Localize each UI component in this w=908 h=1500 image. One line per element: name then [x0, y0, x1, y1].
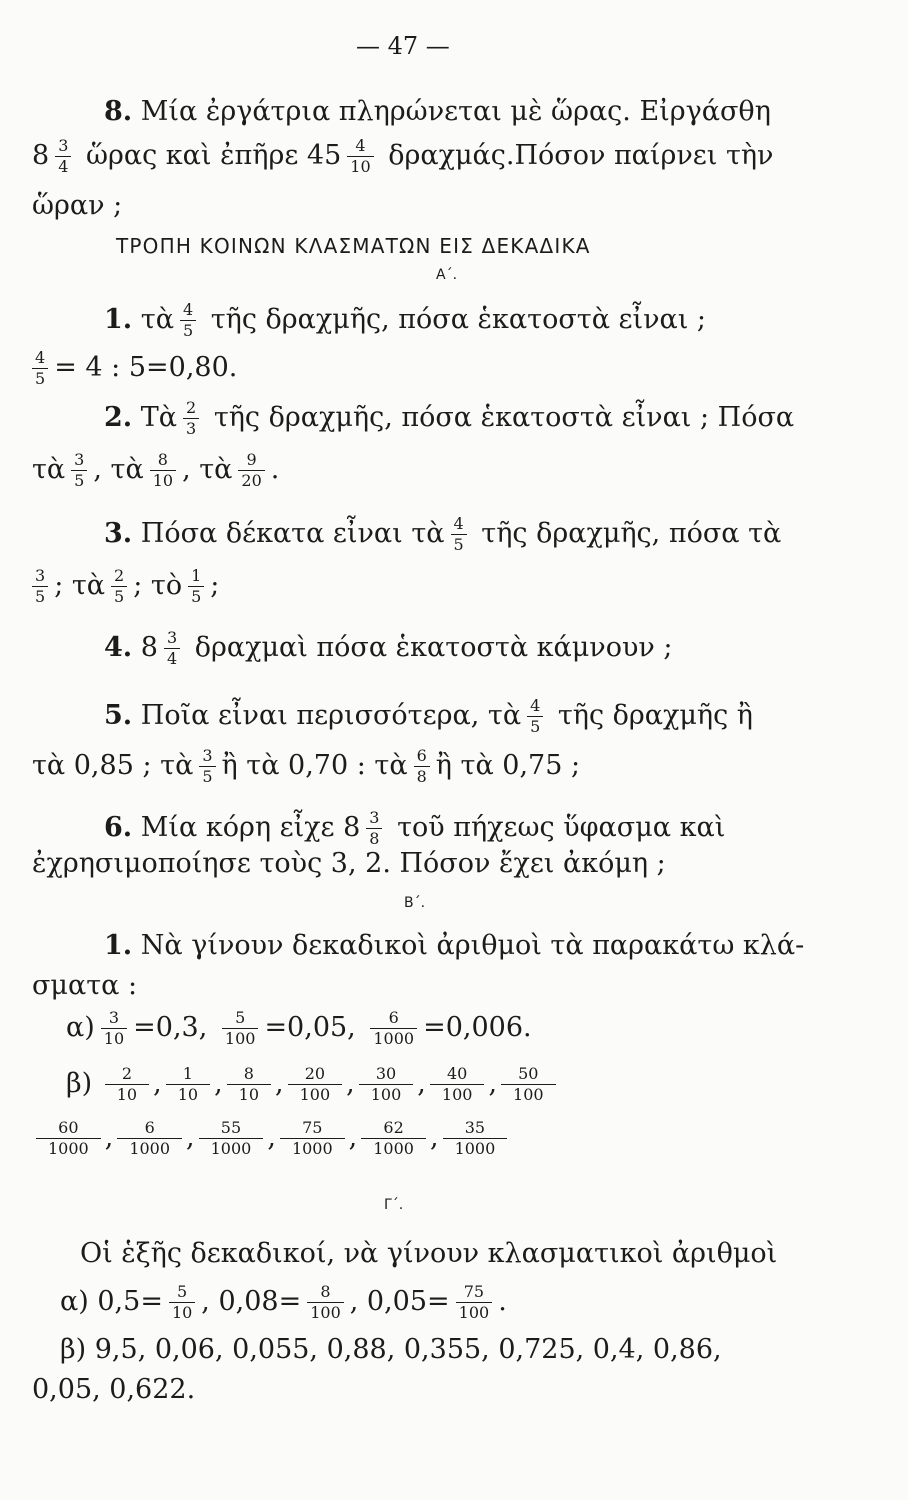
exercise-a2-line-2	[32, 452, 279, 489]
exercise-a4	[104, 630, 672, 667]
exercise-b-alpha	[66, 1010, 532, 1047]
text: τοῦ πήχεως ὕφασμα καὶ	[397, 812, 726, 843]
comma: ,	[275, 1068, 284, 1099]
text: Τὰ	[140, 402, 178, 433]
fraction	[166, 1066, 210, 1103]
exercise-a3-line-2	[32, 568, 219, 605]
fraction	[55, 138, 71, 175]
numerator: 30	[375, 1064, 397, 1083]
exercise-a2	[104, 400, 794, 437]
text: Πόσα δέκατα εἶναι τὰ	[140, 518, 445, 549]
denominator: 1000	[454, 1139, 496, 1158]
item-label: α)	[66, 1012, 95, 1043]
text: δραχμαὶ πόσα ἑκατοστὰ κάμνουν ;	[194, 632, 673, 663]
text: τῆς δραχμῆς, πόσα ἑκατοστὰ εἶναι ; Πόσα	[213, 402, 795, 433]
text: τῆς δραχμῆς ἢ	[557, 700, 753, 731]
fraction	[347, 138, 373, 175]
text: .	[498, 1286, 507, 1317]
numerator: 62	[383, 1118, 404, 1137]
denominator: 5	[35, 587, 46, 606]
numerator: 2	[114, 566, 125, 585]
numerator: 55	[220, 1118, 242, 1137]
text: Ποῖα εἶναι περισσότερα, τὰ	[140, 700, 522, 731]
exercise-number: 5.	[104, 700, 133, 731]
exercise-a1-solution	[32, 350, 237, 387]
fraction-list	[32, 1118, 511, 1158]
denominator: 1000	[373, 1139, 414, 1158]
fraction	[105, 1066, 149, 1103]
numerator: 3	[166, 628, 178, 647]
numerator: 60	[58, 1118, 79, 1137]
fraction	[370, 1010, 417, 1047]
denominator: 100	[224, 1029, 256, 1048]
denominator: 100	[458, 1303, 490, 1322]
numerator: 40	[446, 1064, 468, 1083]
fraction	[111, 568, 127, 605]
denominator: 100	[370, 1085, 402, 1104]
denominator: 4	[166, 649, 178, 668]
fraction	[169, 1284, 195, 1321]
denominator: 100	[310, 1303, 341, 1322]
text: 0,5=	[97, 1286, 163, 1317]
fraction	[222, 1010, 259, 1047]
exercise-a5-line-2	[32, 748, 580, 785]
problem-8-line-1	[104, 98, 771, 125]
denominator: 4	[58, 157, 69, 176]
numerator: 4	[530, 696, 541, 715]
denominator: 10	[177, 1085, 199, 1104]
text: , 0,05=	[349, 1286, 450, 1317]
exercise-number: 3.	[104, 518, 133, 549]
fraction	[238, 452, 264, 489]
numerator: 3	[74, 450, 85, 469]
numerator: 4	[453, 514, 464, 533]
exercise-a1	[104, 302, 706, 339]
fraction	[366, 810, 382, 847]
text: = 4 : 5=0,80.	[54, 352, 238, 383]
exercise-a6	[104, 810, 725, 847]
text: τῆς δραχμῆς, πόσα ἑκατοστὰ εἶναι ;	[210, 304, 706, 335]
text: , τὰ	[93, 454, 144, 485]
fraction	[199, 1120, 264, 1157]
exercise-number: 4.	[104, 632, 133, 663]
numerator: 4	[355, 136, 366, 155]
comma: ,	[429, 1122, 439, 1153]
denominator: 100	[513, 1085, 544, 1104]
numerator: 6	[416, 746, 427, 765]
denominator: 1000	[210, 1139, 252, 1158]
comma: ,	[346, 1068, 355, 1099]
fraction	[36, 1120, 101, 1157]
denominator: 100	[441, 1085, 473, 1104]
exercise-a5	[104, 698, 753, 735]
text: ἢ τὰ 0,75 ;	[435, 750, 581, 781]
comma: ,	[348, 1122, 358, 1153]
text: , τὰ	[182, 454, 233, 485]
numerator: 4	[182, 300, 194, 319]
fraction	[150, 452, 176, 489]
denominator: 10	[116, 1085, 138, 1104]
fraction	[451, 516, 467, 553]
text: =0,05,	[264, 1012, 356, 1043]
exercise-number: 1.	[104, 304, 133, 335]
numerator: 50	[518, 1064, 539, 1083]
comma: ,	[153, 1068, 162, 1099]
numerator: 20	[304, 1064, 326, 1083]
exercise-c-beta	[60, 1336, 722, 1363]
problem-8-line-2	[32, 138, 773, 175]
fraction	[199, 748, 215, 785]
exercise-number: 2.	[104, 402, 133, 433]
exercise-number: 6.	[104, 812, 133, 843]
item-label: β)	[66, 1068, 93, 1099]
text: ;	[210, 570, 220, 601]
item-label: α)	[60, 1286, 89, 1317]
text: 8	[140, 632, 158, 663]
fraction	[180, 302, 196, 339]
comma: ,	[267, 1122, 276, 1153]
denominator: 1000	[373, 1029, 415, 1048]
exercise-b1	[104, 932, 804, 959]
fraction	[188, 568, 204, 605]
text: τῆς δραχμῆς, πόσα τὰ	[481, 518, 782, 549]
text: Νὰ γίνουν δεκαδικοὶ ἀριθμοὶ τὰ παρακάτω κλά-	[140, 930, 805, 961]
numerator: 2	[121, 1064, 133, 1083]
denominator: 5	[202, 767, 213, 786]
numerator: 1	[191, 566, 202, 585]
denominator: 3	[186, 419, 197, 438]
fraction	[101, 1010, 127, 1047]
comma: ,	[186, 1122, 195, 1153]
denominator: 100	[299, 1085, 331, 1104]
comma: ,	[417, 1068, 426, 1099]
numerator: 3	[35, 566, 46, 585]
fraction	[361, 1120, 426, 1157]
fraction	[71, 452, 87, 489]
denominator: 10	[171, 1303, 193, 1322]
denominator: 10	[238, 1085, 260, 1104]
numerator: 75	[463, 1282, 485, 1301]
denominator: 5	[453, 535, 464, 554]
problem-text: Μία ἐργάτρια πληρώνεται μὲ ὥρας. Εἰργάσθη	[140, 96, 771, 127]
fraction	[117, 1120, 182, 1157]
numerator: 6	[144, 1118, 155, 1137]
fraction	[527, 698, 543, 735]
text: τὰ 0,85 ; τὰ	[32, 750, 194, 781]
numerator: 1	[182, 1064, 193, 1083]
text: ; τὸ	[133, 570, 183, 601]
problem-number: 8.	[104, 96, 133, 127]
text: 9,5, 0,06, 0,055, 0,88, 0,355, 0,725, 0,4, 0,86,	[94, 1334, 722, 1365]
denominator: 1000	[48, 1139, 89, 1158]
text: τὰ	[140, 304, 174, 335]
denominator: 10	[350, 157, 371, 176]
exercise-b-beta	[66, 1066, 560, 1103]
text: =0,006.	[423, 1012, 532, 1043]
fraction	[414, 748, 430, 785]
denominator: 5	[530, 717, 541, 736]
exercise-c-intro: Οἱ ἑξῆς δεκαδικοί, νὰ γίνουν κλασματικοὶ ἀριθμοὶ	[80, 1238, 778, 1269]
fraction	[32, 350, 48, 387]
exercise-number: 1.	[104, 930, 133, 961]
exercise-c-beta-line-2: 0,05, 0,622.	[32, 1374, 196, 1405]
fraction	[359, 1066, 414, 1103]
numerator: 8	[320, 1282, 331, 1301]
numerator: 5	[235, 1008, 246, 1027]
denominator: 5	[191, 587, 202, 606]
fraction	[32, 568, 48, 605]
denominator: 10	[152, 471, 174, 490]
numerator: 3	[108, 1008, 120, 1027]
fraction	[227, 1066, 271, 1103]
page-number: — 47 —	[356, 32, 450, 60]
numerator: 6	[388, 1008, 399, 1027]
text: ὥρας καὶ ἐπῆρε 45	[85, 140, 342, 171]
item-label: β)	[60, 1334, 87, 1365]
fraction	[164, 630, 180, 667]
fraction	[456, 1284, 493, 1321]
fraction	[501, 1066, 556, 1103]
numerator: 3	[58, 136, 69, 155]
subsection-b-label: Β΄.	[404, 895, 426, 911]
exercise-a6-line-2: ἐχρησιμοποίησε τοὺς 3, 2. Πόσον ἔχει ἀκόμη ;	[32, 848, 666, 879]
text: 8	[32, 140, 50, 171]
numerator: 8	[243, 1064, 254, 1083]
denominator: 8	[369, 829, 380, 848]
numerator: 2	[186, 398, 197, 417]
denominator: 5	[182, 321, 194, 340]
comma: ,	[488, 1068, 498, 1099]
denominator: 20	[241, 471, 262, 490]
text: δραχμάς.Πόσον παίρνει τὴν	[388, 140, 774, 171]
subsection-c-label: Γ΄.	[384, 1197, 404, 1213]
text: τὰ	[32, 454, 66, 485]
numerator: 35	[464, 1118, 486, 1137]
denominator: 5	[35, 369, 46, 388]
denominator: 8	[416, 767, 427, 786]
numerator: 75	[302, 1118, 323, 1137]
exercise-b-beta-line-2	[32, 1120, 511, 1157]
exercise-c-alpha	[60, 1284, 507, 1321]
numerator: 3	[369, 808, 380, 827]
problem-8-line-3: ὥραν ;	[32, 190, 123, 221]
text: ; τὰ	[54, 570, 106, 601]
comma: ,	[214, 1068, 223, 1099]
denominator: 5	[114, 587, 125, 606]
text: Μία κόρη εἶχε 8	[140, 812, 361, 843]
fraction	[280, 1120, 345, 1157]
denominator: 1000	[129, 1139, 171, 1158]
exercise-a3	[104, 516, 781, 553]
fraction	[430, 1066, 485, 1103]
numerator: 3	[202, 746, 213, 765]
fraction	[288, 1066, 343, 1103]
text: .	[270, 454, 280, 485]
text: =0,3,	[133, 1012, 208, 1043]
subsection-a-label: Α΄.	[436, 267, 458, 283]
denominator: 1000	[291, 1139, 333, 1158]
section-heading: ΤΡΟΠΗ ΚΟΙΝΩΝ ΚΛΑΣΜΑΤΩΝ ΕΙΣ ΔΕΚΑΔΙΚΑ	[116, 234, 591, 258]
numerator: 8	[157, 450, 168, 469]
numerator: 9	[246, 450, 257, 469]
denominator: 10	[103, 1029, 125, 1048]
denominator: 5	[74, 471, 85, 490]
comma: ,	[104, 1122, 114, 1153]
text: ἢ τὰ 0,70 : τὰ	[221, 750, 408, 781]
exercise-b1-line-2: σματα :	[32, 970, 138, 1001]
text: , 0,08=	[201, 1286, 302, 1317]
fraction	[443, 1120, 508, 1157]
fraction	[307, 1284, 344, 1321]
fraction	[183, 400, 199, 437]
numerator: 5	[177, 1282, 188, 1301]
numerator: 4	[35, 348, 46, 367]
fraction-list	[101, 1064, 560, 1104]
